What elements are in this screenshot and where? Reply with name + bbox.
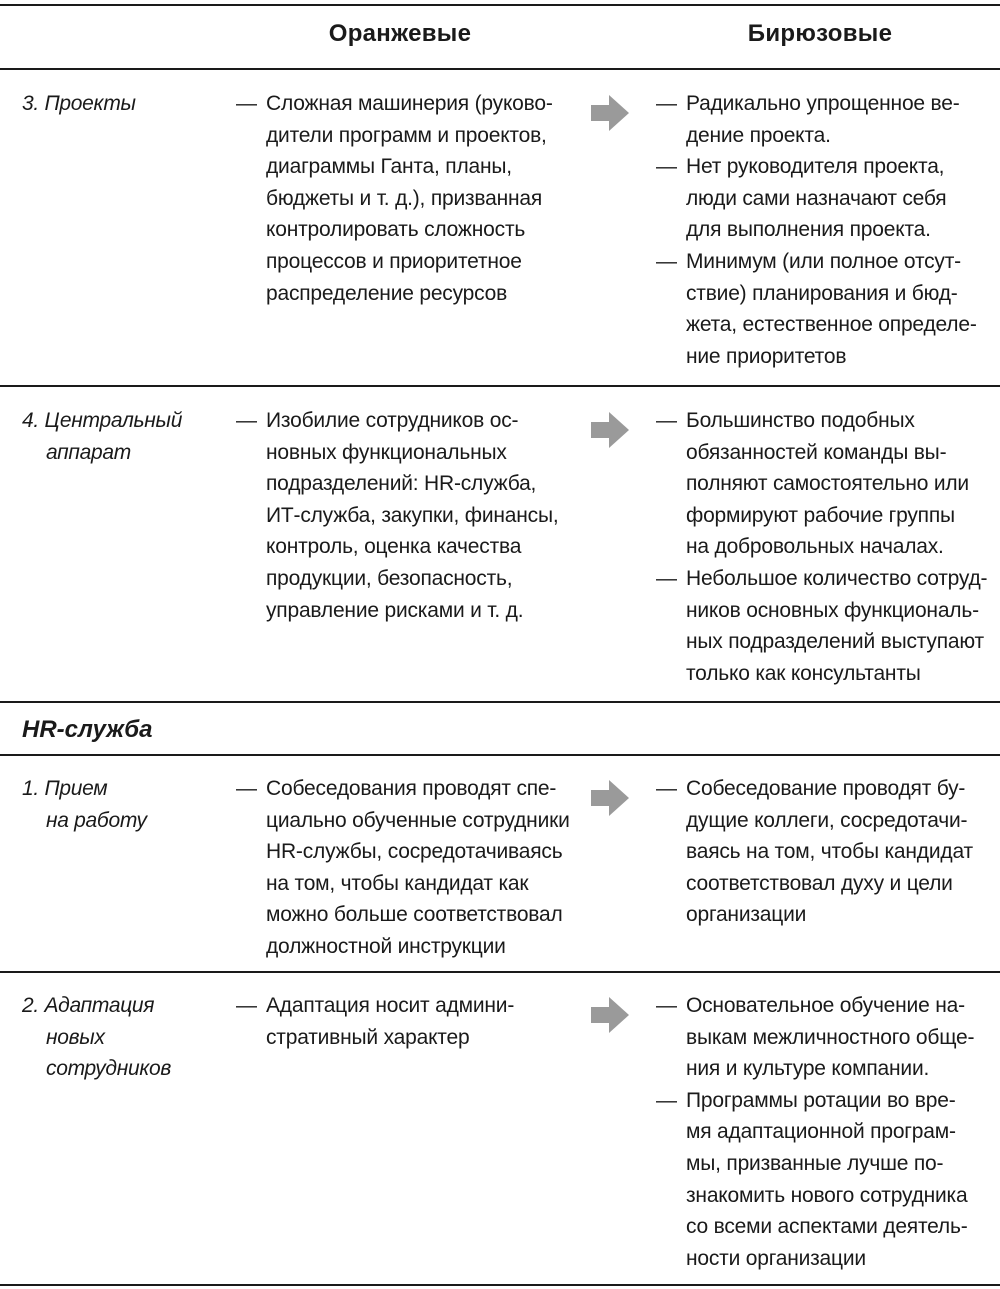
teal-cell bbox=[656, 88, 991, 372]
row-rule bbox=[0, 701, 1000, 703]
orange-text: Сложная машинерия (руково- дители программ и проектов, диаграммы Ганта, планы, бюджеты и т. д.), призванная контролировать сложность процессов и приоритетное распределение ресурсов bbox=[266, 92, 553, 305]
teal-cell bbox=[656, 990, 991, 1274]
dash-marker: — bbox=[656, 994, 677, 1017]
orange-cell bbox=[266, 990, 576, 1053]
row-label-line: 1. Прием bbox=[22, 777, 108, 800]
orange-cell bbox=[266, 88, 576, 309]
orange-cell bbox=[266, 405, 576, 626]
row-label bbox=[22, 405, 182, 468]
dash-marker: — bbox=[656, 249, 677, 273]
row-label-line: аппарат bbox=[46, 440, 131, 464]
list-item bbox=[656, 246, 991, 372]
dash-marker: — bbox=[236, 409, 257, 432]
dash-marker: — bbox=[236, 92, 257, 115]
teal-text: Основательное обучение на- выкам межличностного обще- ния и культуре компании. bbox=[686, 994, 975, 1081]
row-label-line: сотрудников bbox=[46, 1057, 172, 1081]
teal-text: Нет руководителя проекта, люди сами назначают себя для выполнения проекта. bbox=[686, 155, 947, 242]
right-arrow-icon bbox=[591, 997, 629, 1033]
row-rule bbox=[0, 971, 1000, 973]
row-label bbox=[22, 990, 171, 1085]
dash-marker: — bbox=[236, 777, 257, 800]
teal-text: Большинство подобных обязанностей команды вы- полняют самостоятельно или формируют рабочие группы на добровольных началах. bbox=[686, 409, 969, 559]
row-label-line: 3. Проекты bbox=[22, 92, 136, 115]
right-arrow-icon bbox=[591, 780, 629, 816]
list-item bbox=[656, 151, 991, 246]
list-item bbox=[656, 405, 991, 563]
list-item bbox=[656, 773, 991, 931]
row-label bbox=[22, 773, 147, 836]
row-rule bbox=[0, 385, 1000, 387]
table-top-rule bbox=[0, 4, 1000, 6]
right-arrow-icon bbox=[591, 95, 629, 131]
teal-text: Небольшое количество сотруд- ников основных функциональ- ных подразделений выступают только как консультанты bbox=[686, 566, 988, 685]
list-item bbox=[656, 990, 991, 1085]
table-bottom-rule bbox=[0, 1284, 1000, 1286]
right-arrow-icon bbox=[591, 412, 629, 448]
orange-text: Собеседования проводят спе- циально обученные сотрудники HR-службы, сосредотачиваясь на том, чтобы кандидат как можно больше соответствовал должностной инструкции bbox=[266, 777, 570, 958]
column-header-orange: Оранжевые bbox=[328, 20, 472, 47]
list-item bbox=[656, 1085, 991, 1275]
header-rule bbox=[0, 68, 1000, 70]
row-label-line: 2. Адаптация bbox=[22, 994, 155, 1017]
dash-marker: — bbox=[656, 409, 677, 432]
teal-cell bbox=[656, 773, 991, 931]
column-header-teal: Бирюзовые bbox=[747, 20, 893, 47]
orange-text: Адаптация носит админи- стративный характер bbox=[266, 994, 515, 1049]
dash-marker: — bbox=[656, 92, 677, 115]
row-label bbox=[22, 88, 136, 120]
teal-text: Программы ротации во вре- мя адаптационной програм- мы, призванные лучше по- знакомить нового сотрудника со всеми аспектами деятель- ности организации bbox=[686, 1088, 968, 1270]
row-label-line: 4. Центральный bbox=[22, 409, 183, 432]
teal-text: Радикально упрощенное ве- дение проекта. bbox=[686, 92, 960, 147]
list-item bbox=[656, 88, 991, 151]
dash-marker: — bbox=[656, 566, 677, 590]
teal-text: Минимум (или полное отсут- ствие) планирования и бюд- жета, естественное определе- ние приоритетов bbox=[686, 249, 977, 368]
row-label-line: новых bbox=[46, 1025, 105, 1049]
orange-cell bbox=[266, 773, 576, 963]
row-label-line: на работу bbox=[46, 808, 147, 832]
teal-cell bbox=[656, 405, 991, 689]
section-title: HR-служба bbox=[22, 716, 153, 743]
orange-text: Изобилие сотрудников ос- новных функциональных подразделений: HR-служба, ИТ-служба, закупки, финансы, контроль, оценка качества продукции, безопасность, управление рисками и т. д. bbox=[266, 409, 559, 622]
dash-marker: — bbox=[656, 155, 677, 179]
dash-marker: — bbox=[656, 1088, 677, 1112]
dash-marker: — bbox=[656, 777, 677, 800]
dash-marker: — bbox=[236, 994, 257, 1017]
section-rule bbox=[0, 754, 1000, 756]
list-item bbox=[656, 563, 991, 689]
teal-text: Собеседование проводят бу- дущие коллеги, сосредотачи- ваясь на том, чтобы кандидат соответствовал духу и цели организации bbox=[686, 777, 973, 927]
